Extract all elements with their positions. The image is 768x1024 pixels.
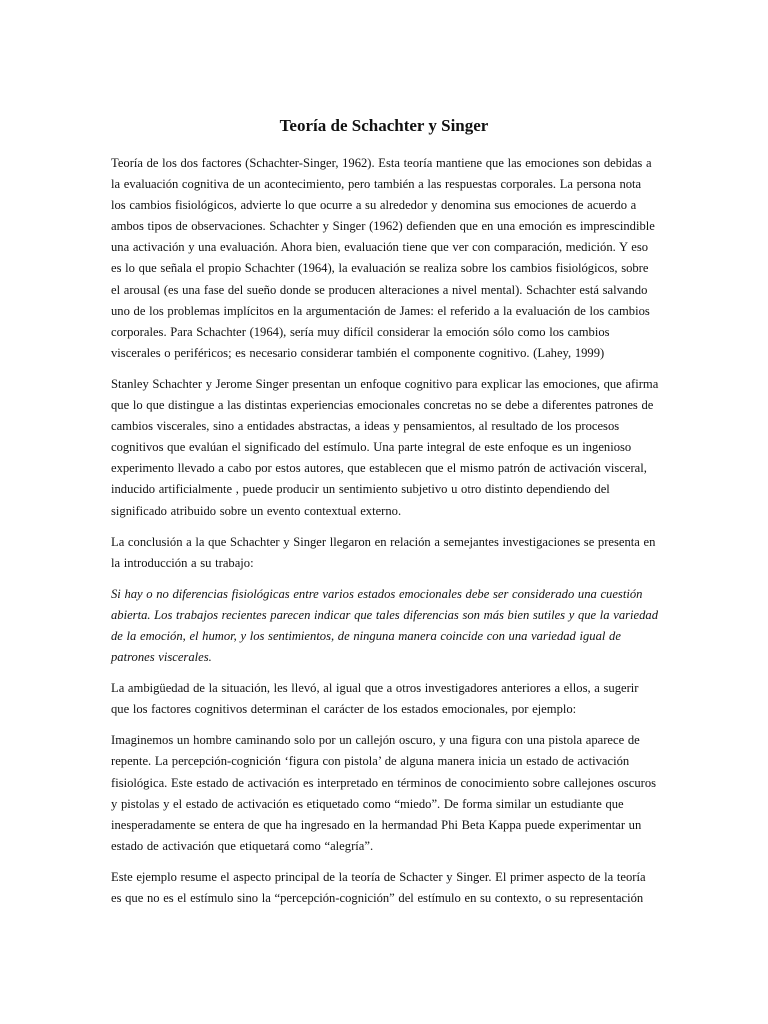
paragraph-example: Imaginemos un hombre caminando solo por un callejón oscuro, y una figura con una pistola aparece de repente. La percepción-cognición ‘figura con pistola’ de alguna manera inicia un estado de activación fisiológica. Este estado de activación es interpretado en términos de conocimiento sobre callejones oscuros y pistolas y el estado de activación es etiquetado como “miedo”. De forma similar un estudiante que inesperadamente se entera de que ha ingresado en la hermandad Phi Beta Kappa puede experimentar un estado de activación que etiquetará como “alegría”. — [111, 733, 657, 853]
paragraph-cognitive-approach: Stanley Schachter y Jerome Singer presentan un enfoque cognitivo para explicar las emociones, que afirma que lo que distingue a las distintas experiencias emocionales concretas no se debe a diferentes patrones de cambios viscerales, sino a entidades abstractas, a ideas y pensamientos, al resultado de los procesos cognitivos que evalúan el significado del estímulo. Una parte integral de este enfoque es un ingenioso experimento llevado a cabo por estos autores, que establecen que el mismo patrón de activación visceral, inducido artificialmente , puede producir un sentimiento subjetivo u otro distinto dependiendo del significado atribuido sobre un evento contextual externo. — [111, 376, 659, 518]
document-body — [111, 153, 659, 919]
paragraph-conclusion-intro: La conclusión a la que Schachter y Singer llegaron en relación a semejantes investigaciones se presenta en la introducción a su trabajo: — [111, 534, 656, 570]
document-title: Teoría de Schachter y Singer — [279, 116, 489, 135]
paragraph-ambiguity: La ambigüedad de la situación, les llevó, al igual que a otros investigadores anteriores a ellos, a sugerir que los factores cognitivos determinan el carácter de los estados emocionales, por ejemplo: — [111, 681, 639, 717]
paragraph-summary: Este ejemplo resume el aspecto principal de la teoría de Schacter y Singer. El primer aspecto de la teoría es que no es el estímulo sino la “percepción-cognición” del estímulo en su contexto, o su representación — [111, 869, 646, 905]
paragraph-quote: Si hay o no diferencias fisiológicas entre varios estados emocionales debe ser considerado una cuestión abierta. Los trabajos recientes parecen indicar que tales diferencias son más bien sutiles y que la variedad de la emoción, el humor, y los sentimientos, de ninguna manera coincide con una variedad igual de patrones viscerales. — [111, 586, 659, 665]
paragraph-two-factor-theory: Teoría de los dos factores (Schachter-Singer, 1962). Esta teoría mantiene que las emociones son debidas a la evaluación cognitiva de un acontecimiento, pero también a las respuestas corporales. La persona nota los cambios fisiológicos, advierte lo que ocurre a su alrededor y denomina sus emociones de acuerdo a ambos tipos de observaciones. Schachter y Singer (1962) defienden que en una emoción es imprescindible una activación y una evaluación. Ahora bien, evaluación tiene que ver con comparación, medición. Y eso es lo que señala el propio Schachter (1964), la evaluación se realiza sobre los cambios fisiológicos, sobre el arousal (es una fase del sueño donde se producen alteraciones a nivel mental). Schachter está salvando uno de los problemas implícitos en la argumentación de James: el referido a la evaluación de los cambios corporales. Para Schachter (1964), sería muy difícil considerar la emoción sólo como los cambios viscerales o periféricos; es necesario considerar también el componente cognitivo. (Lahey, 1999) — [111, 156, 655, 360]
